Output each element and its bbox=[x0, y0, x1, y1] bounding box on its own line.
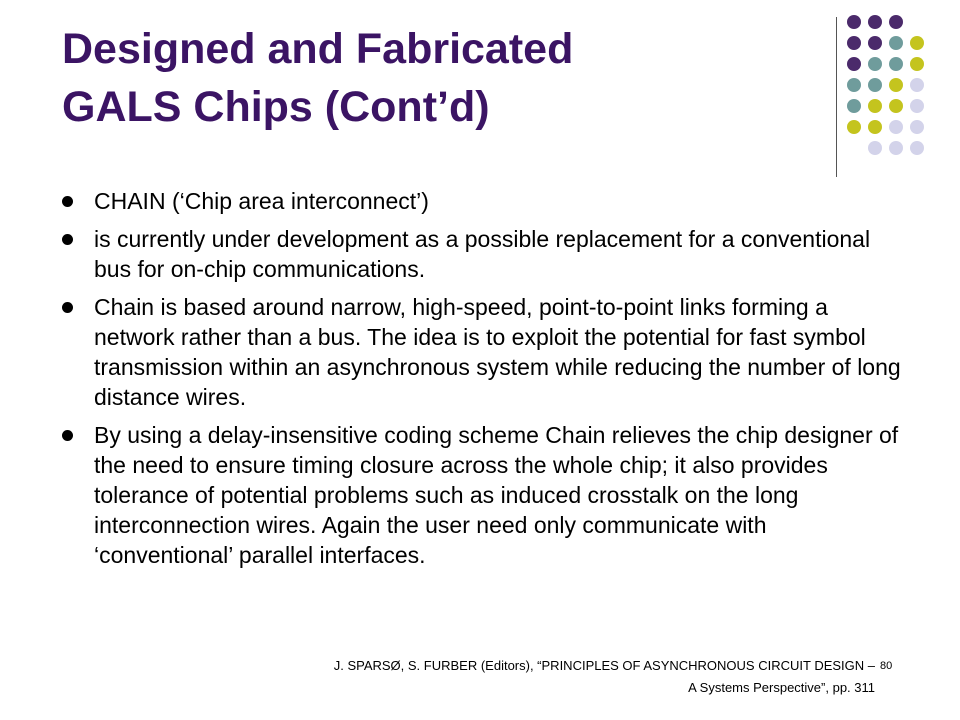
decorative-dot bbox=[868, 57, 882, 71]
decorative-dot bbox=[910, 141, 924, 155]
decorative-dot bbox=[889, 36, 903, 50]
decorative-dot bbox=[889, 78, 903, 92]
bullet-item bbox=[60, 420, 905, 570]
decorative-dot bbox=[910, 57, 924, 71]
bullet-text: CHAIN (‘Chip area interconnect’) bbox=[94, 188, 429, 214]
citation-footer bbox=[170, 655, 875, 699]
bullet-item bbox=[60, 224, 905, 284]
decorative-dot bbox=[910, 78, 924, 92]
decorative-dot bbox=[889, 57, 903, 71]
title-line-1: Designed and Fabricated bbox=[62, 25, 574, 73]
decorative-dot bbox=[868, 99, 882, 113]
decorative-dot bbox=[889, 15, 903, 29]
decorative-dot bbox=[847, 57, 861, 71]
bullet-text: Chain is based around narrow, high-speed, point-to-point links forming a network rather than a bus. The idea is to exploit the potential for fast symbol transmission within an asynchronous system while reducing the number of long distance wires. bbox=[94, 294, 901, 410]
citation-line-1: J. SPARSØ, S. FURBER (Editors), “PRINCIPLES OF ASYNCHRONOUS CIRCUIT DESIGN – bbox=[333, 658, 875, 673]
decorative-dot-grid bbox=[842, 10, 960, 160]
bullet-list bbox=[60, 186, 905, 578]
decorative-dot bbox=[889, 141, 903, 155]
page-number: 80 bbox=[880, 660, 893, 672]
decorative-dot bbox=[868, 141, 882, 155]
decorative-dot bbox=[847, 78, 861, 92]
decorative-dot bbox=[868, 78, 882, 92]
decorative-dot bbox=[910, 99, 924, 113]
decorative-dot bbox=[868, 120, 882, 134]
decorative-dot bbox=[868, 15, 882, 29]
decorative-dot bbox=[910, 120, 924, 134]
decorative-dot bbox=[889, 99, 903, 113]
decorative-dot bbox=[847, 99, 861, 113]
decorative-dot bbox=[847, 15, 861, 29]
decorative-dot bbox=[847, 120, 861, 134]
decorative-dot bbox=[868, 36, 882, 50]
divider-line bbox=[836, 17, 837, 177]
decorative-dot bbox=[889, 120, 903, 134]
decorative-dot bbox=[910, 36, 924, 50]
bullet-item bbox=[60, 292, 905, 412]
bullet-item bbox=[60, 186, 905, 216]
title-line-2: GALS Chips (Cont’d) bbox=[62, 83, 490, 131]
bullet-text: By using a delay-insensitive coding scheme Chain relieves the chip designer of the need to ensure timing closure across the whole chip; it also provides tolerance of potential problems such as induced crosstalk on the long interconnection wires. Again the user need only communicate with ‘conventional’ parallel interfaces. bbox=[94, 422, 899, 568]
citation-line-2: A Systems Perspective”, pp. 311 bbox=[688, 680, 875, 695]
slide-title bbox=[62, 20, 782, 136]
bullet-text: is currently under development as a possible replacement for a conventional bus for on-chip communications. bbox=[94, 226, 871, 282]
decorative-dot bbox=[847, 36, 861, 50]
